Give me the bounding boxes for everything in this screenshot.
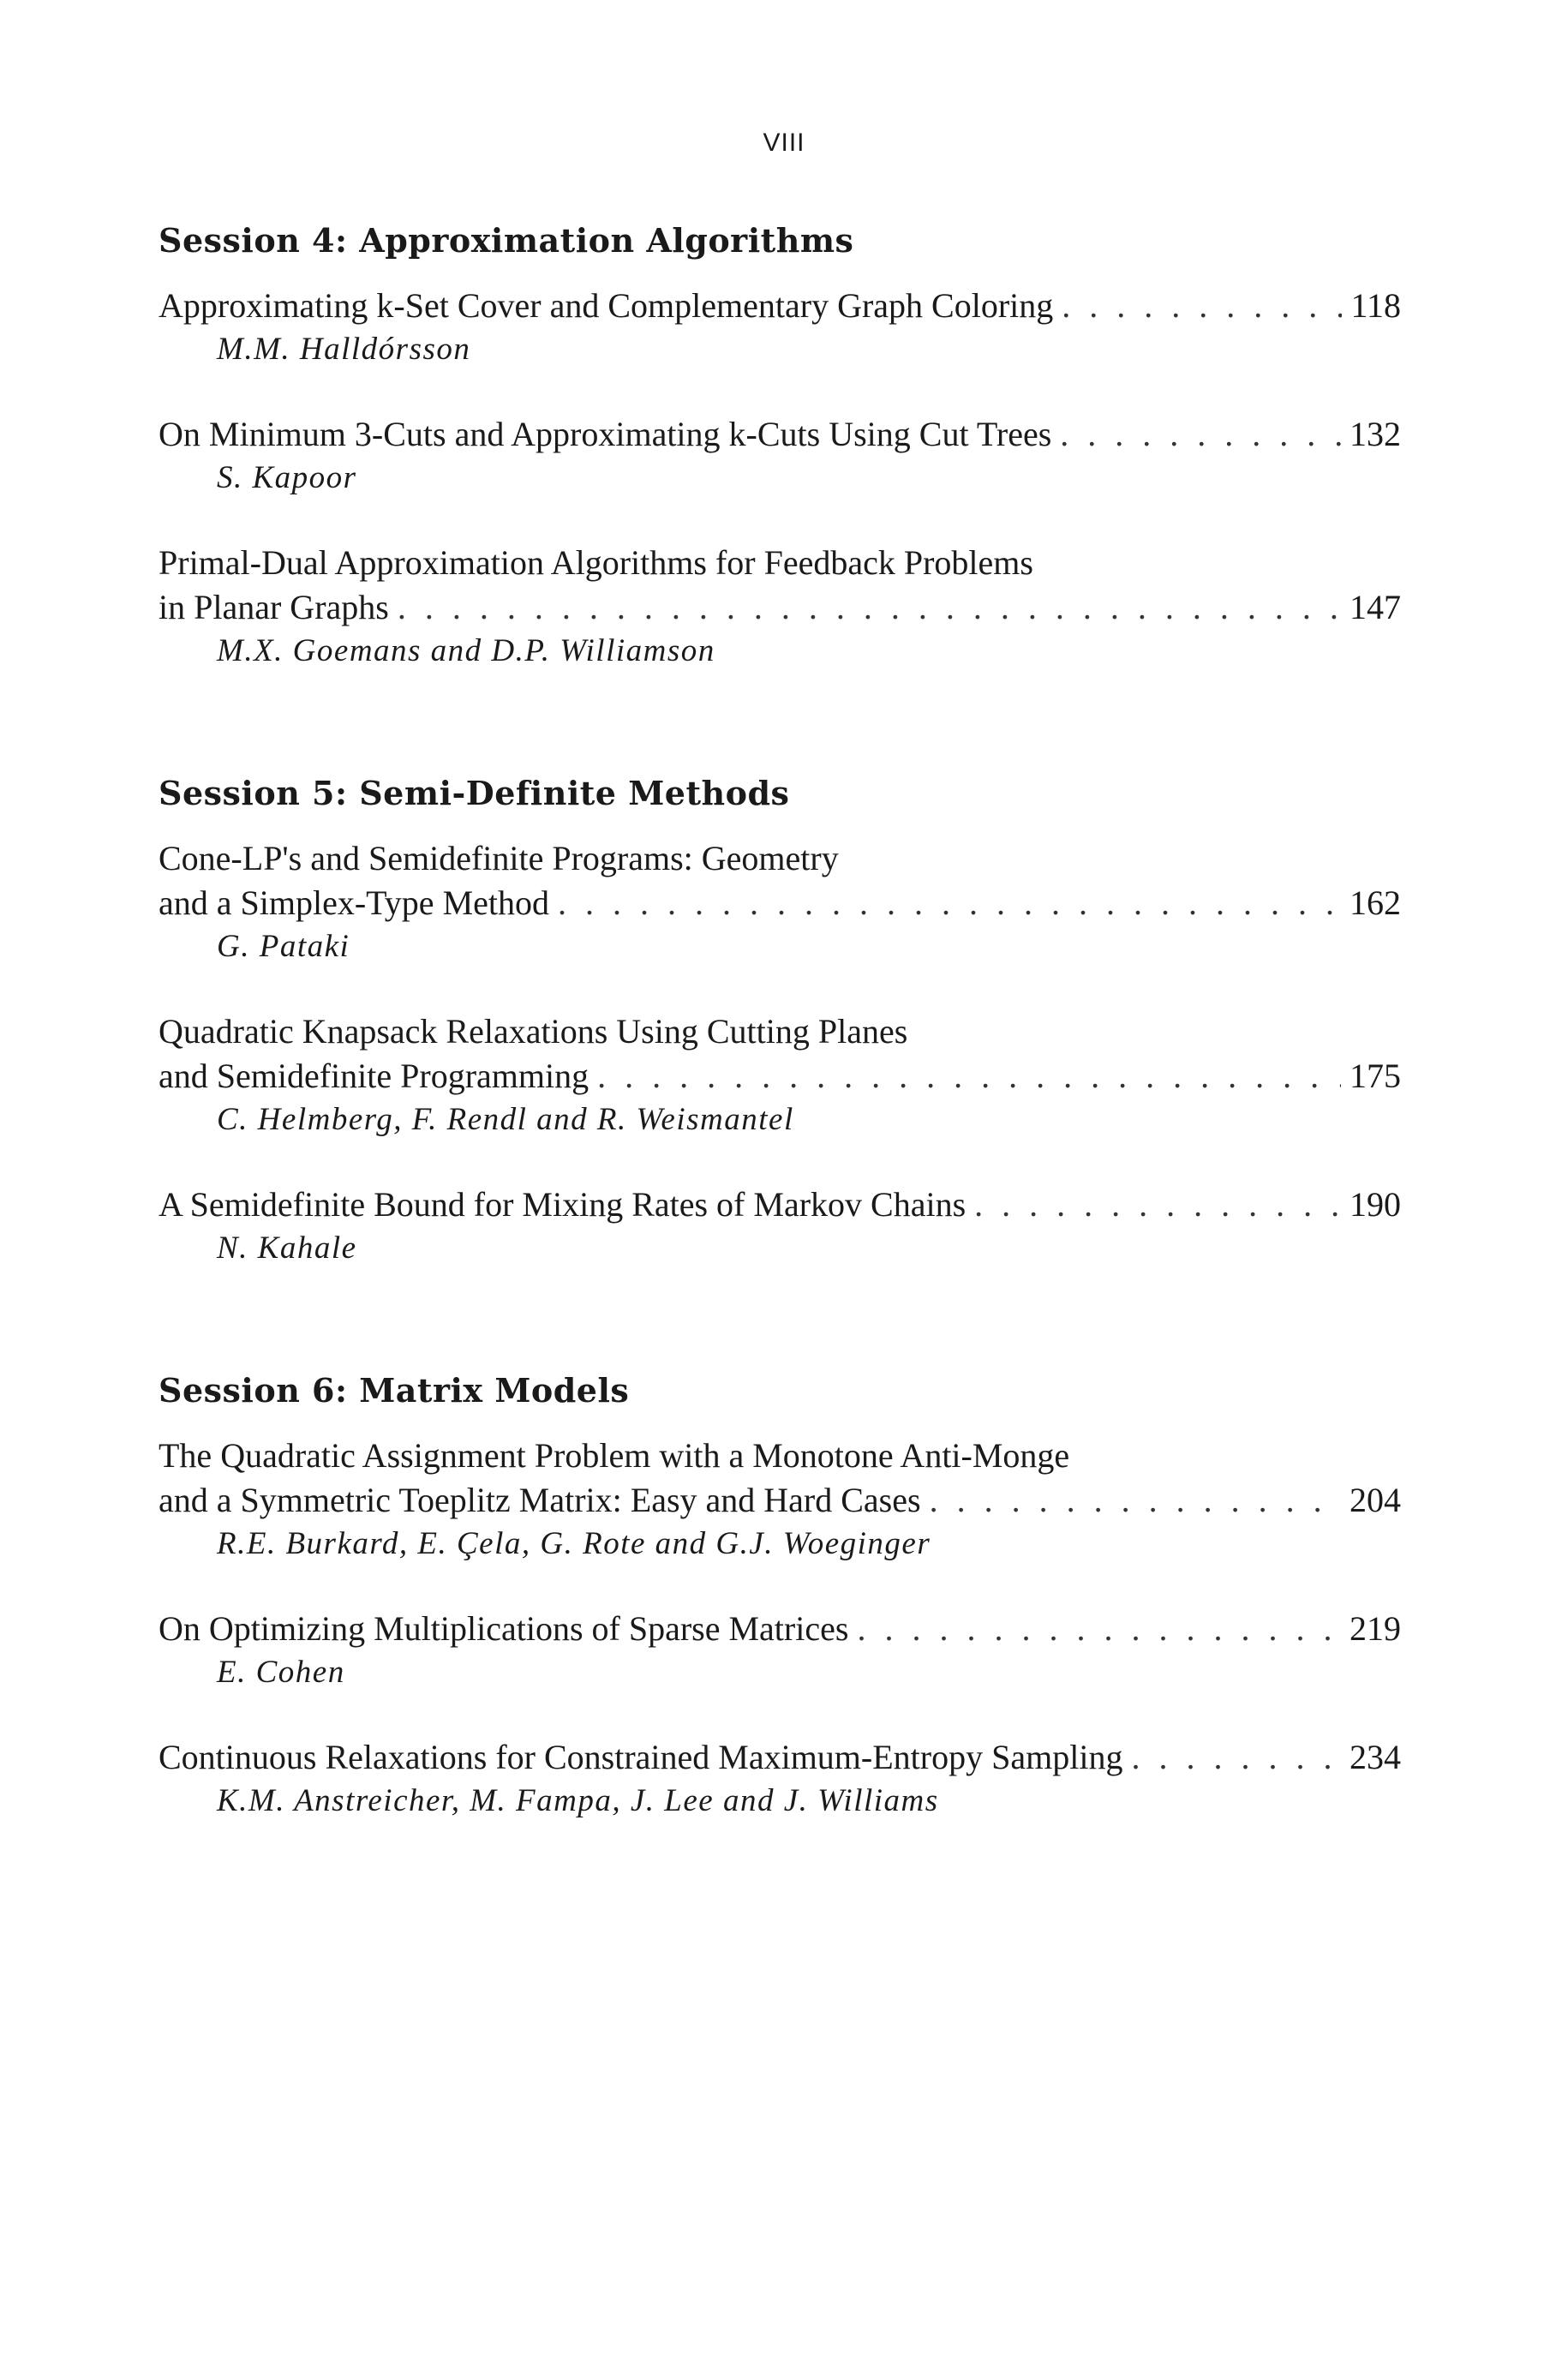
paper-title-line: Primal-Dual Approximation Algorithms for Feedback Problems — [159, 543, 1033, 582]
paper-title: Approximating k-Set Cover and Complementary Graph Coloring — [159, 286, 1054, 325]
session-section — [159, 774, 1401, 1270]
page-ref: 162 — [1350, 883, 1401, 922]
paper-authors: R.E. Burkard, E. Çela, G. Rote and G.J. Woeginger — [217, 1526, 931, 1561]
paper-title: and a Symmetric Toeplitz Matrix: Easy and Hard Cases — [159, 1481, 921, 1519]
session-title: Session 4: Approximation Algorithms — [159, 221, 854, 260]
paper-title: Continuous Relaxations for Constrained Maximum-Entropy Sampling — [159, 1738, 1123, 1776]
session-title: Session 6: Matrix Models — [159, 1371, 630, 1410]
dot-leader — [930, 1478, 1341, 1523]
paper-authors: E. Cohen — [217, 1655, 345, 1690]
paper-title-line: Quadratic Knapsack Relaxations Using Cutting Planes — [159, 1012, 908, 1051]
toc-entry — [159, 1735, 1401, 1823]
page-ref: 175 — [1350, 1057, 1401, 1095]
toc-entry — [159, 412, 1401, 500]
paper-title: in Planar Graphs — [159, 588, 389, 626]
paper-title: On Optimizing Multiplications of Sparse Matrices — [159, 1609, 849, 1648]
dot-leader — [857, 1607, 1341, 1651]
toc-title-line — [159, 412, 1401, 457]
toc-entry — [159, 1434, 1401, 1566]
toc-title-line — [159, 1182, 1401, 1227]
table-of-contents — [159, 221, 1401, 1823]
dot-leader — [1131, 1735, 1341, 1780]
page-ref: 204 — [1350, 1481, 1401, 1519]
toc-entry — [159, 541, 1401, 673]
paper-title-line: Cone-LP's and Semidefinite Programs: Geometry — [159, 839, 839, 877]
dot-leader — [974, 1182, 1341, 1227]
toc-entry — [159, 836, 1401, 968]
paper-title-line: The Quadratic Assignment Problem with a Monotone Anti-Monge — [159, 1436, 1070, 1475]
paper-authors: K.M. Anstreicher, M. Fampa, J. Lee and J. Williams — [217, 1783, 939, 1818]
page-number: VIII — [763, 129, 805, 157]
page-ref: 118 — [1350, 286, 1401, 325]
toc-title-line — [159, 1054, 1401, 1099]
dot-leader — [1062, 284, 1342, 328]
paper-authors: G. Pataki — [217, 929, 350, 964]
page-ref: 147 — [1350, 588, 1401, 626]
toc-entry — [159, 1009, 1401, 1141]
page-ref: 132 — [1350, 415, 1401, 453]
toc-title-line — [159, 1478, 1401, 1523]
dot-leader — [597, 1054, 1341, 1099]
page-ref: 190 — [1350, 1185, 1401, 1224]
dot-leader — [1060, 412, 1341, 457]
page-ref: 234 — [1350, 1738, 1401, 1776]
paper-authors: M.M. Halldórsson — [217, 332, 471, 367]
paper-title: and Semidefinite Programming — [159, 1057, 589, 1095]
paper-title: On Minimum 3-Cuts and Approximating k-Cuts Using Cut Trees — [159, 415, 1052, 453]
paper-authors: S. Kapoor — [217, 460, 357, 495]
toc-title-line — [159, 1607, 1401, 1651]
toc-title-line — [159, 284, 1401, 328]
toc-title-line — [159, 1735, 1401, 1780]
toc-entry — [159, 1182, 1401, 1270]
toc-entry — [159, 284, 1401, 371]
paper-authors: N. Kahale — [217, 1230, 357, 1266]
toc-title-line — [159, 881, 1401, 925]
dot-leader — [398, 585, 1341, 630]
toc-entry — [159, 1607, 1401, 1694]
session-title: Session 5: Semi-Definite Methods — [159, 774, 790, 812]
paper-title: and a Simplex-Type Method — [159, 883, 549, 922]
dot-leader — [558, 881, 1341, 925]
session-section — [159, 221, 1401, 673]
paper-title: A Semidefinite Bound for Mixing Rates of Markov Chains — [159, 1185, 967, 1224]
page-ref: 219 — [1350, 1609, 1401, 1648]
session-section — [159, 1371, 1401, 1823]
paper-authors: M.X. Goemans and D.P. Williamson — [217, 633, 715, 668]
paper-authors: C. Helmberg, F. Rendl and R. Weismantel — [217, 1102, 794, 1137]
toc-title-line — [159, 585, 1401, 630]
